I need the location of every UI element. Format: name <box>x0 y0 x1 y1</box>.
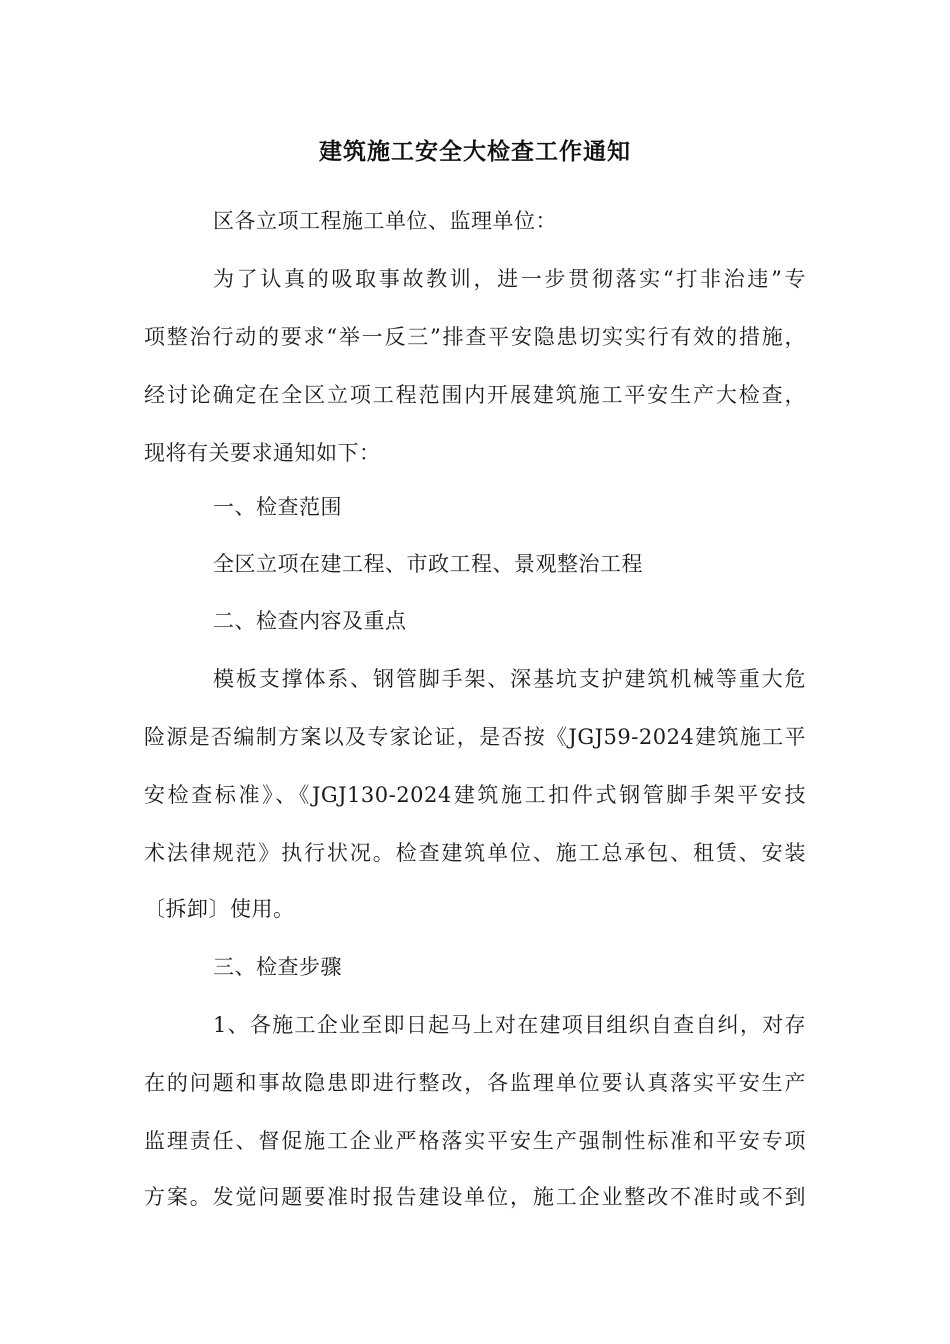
section-heading: 二、检查内容及重点 <box>213 609 407 633</box>
paragraph-line: 险源是否编制方案以及专家论证，是否按《JGJ59-2024建筑施工平 <box>144 725 806 749</box>
section-heading: 一、检查范围 <box>213 495 342 519</box>
section-heading: 三、检查步骤 <box>213 955 342 979</box>
paragraph-line: 1、各施工企业至即日起马上对在建项目组织自查自纠，对存 <box>213 1013 806 1037</box>
paragraph-line: 经讨论确定在全区立项工程范围内开展建筑施工平安生产大检查， <box>144 383 806 407</box>
paragraph-line: 为了认真的吸取事故教训，进一步贯彻落实“打非治违”专 <box>213 267 806 291</box>
paragraph-line: 方案。发觉问题要准时报告建设单位，施工企业整改不准时或不到 <box>144 1185 806 1209</box>
paragraph-line: 安检查标准》、《JGJ130-2024建筑施工扣件式钢管脚手架平安技 <box>144 783 806 807</box>
paragraph-line: 现将有关要求通知如下： <box>144 441 381 465</box>
paragraph-line: 模板支撑体系、钢管脚手架、深基坑支护建筑机械等重大危 <box>213 667 806 691</box>
salutation: 区各立项工程施工单位、监理单位： <box>213 209 557 233</box>
paragraph-line: 在的问题和事故隐患即进行整改，各监理单位要认真落实平安生产 <box>144 1071 806 1095</box>
paragraph-line: 术法律规范》执行状况。检查建筑单位、施工总承包、租赁、安装 <box>144 841 806 865</box>
paragraph-line: 监理责任、督促施工企业严格落实平安生产强制性标准和平安专项 <box>144 1129 806 1153</box>
document-title: 建筑施工安全大检查工作通知 <box>319 138 631 165</box>
paragraph-line: 〔拆卸〕使用。 <box>144 897 295 921</box>
paragraph-line: 项整治行动的要求“举一反三”排查平安隐患切实实行有效的措施， <box>144 325 806 349</box>
section-body: 全区立项在建工程、市政工程、景观整治工程 <box>213 552 643 576</box>
